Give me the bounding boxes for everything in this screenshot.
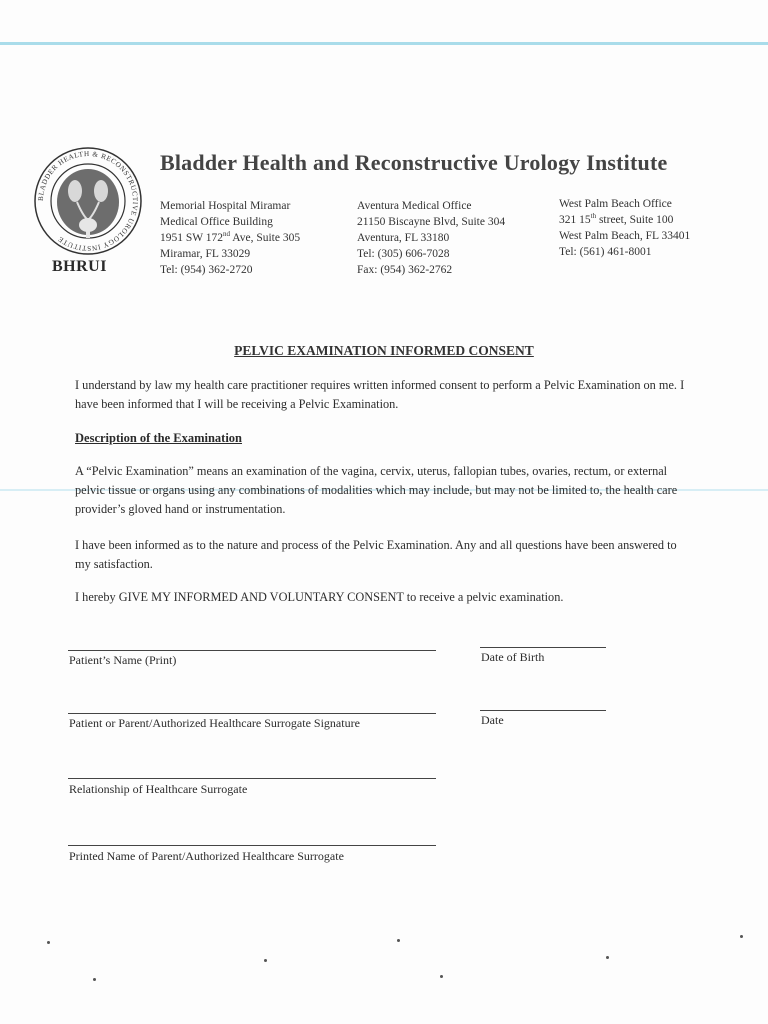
relationship-line[interactable] [68,778,436,779]
scan-speck [264,959,267,962]
office-line: 1951 SW 172nd Ave, Suite 305 [160,230,301,244]
date-line[interactable] [480,710,606,711]
office-line: Tel: (305) 606-7028 [357,248,450,260]
intro-paragraph: I understand by law my health care practitioner requires written informed consent to perform a Pelvic Examination on me. I have been informed that I will be receiving a Pelvic Examination. [75,378,685,411]
printed-name-line[interactable] [68,845,436,846]
office-line: Tel: (954) 362-2720 [160,264,253,276]
office-line: Miramar, FL 33029 [160,248,251,260]
office-line: 321 15th street, Suite 100 [559,212,674,226]
scan-speck [47,941,50,944]
consent-statement: I hereby GIVE MY INFORMED AND VOLUNTARY CONSENT to receive a pelvic examination. [75,590,564,604]
date-of-birth-label: Date of Birth [481,650,545,664]
office-line: Memorial Hospital Miramar [160,200,291,212]
date-label: Date [481,713,504,727]
patient-name-label: Patient’s Name (Print) [69,653,177,667]
office-line: West Palm Beach Office [559,198,672,210]
office-line: Aventura Medical Office [357,200,472,212]
printed-name-label: Printed Name of Parent/Authorized Healthcare Surrogate [69,849,344,863]
signature-line[interactable] [68,713,436,714]
office-line: Medical Office Building [160,216,273,228]
relationship-label: Relationship of Healthcare Surrogate [69,782,248,796]
scan-speck [93,978,96,981]
office-address-aventura [357,198,505,278]
institute-logo-seal [33,146,143,256]
office-address-miramar [160,198,300,278]
office-line: West Palm Beach, FL 33401 [559,230,691,242]
organization-name: Bladder Health and Reconstructive Urology Institute [160,150,668,175]
section-heading: Description of the Examination [75,431,243,445]
document-title: PELVIC EXAMINATION INFORMED CONSENT [234,343,534,358]
logo-ring-text: BLADDER HEALTH & RECONSTRUCTIVE UROLOGY INSTITUTE [36,149,140,253]
date-of-birth-line[interactable] [480,647,606,648]
logo-abbreviation: BHRUI [52,258,107,275]
scan-speck [397,939,400,942]
scan-speck [606,956,609,959]
description-paragraph: A “Pelvic Examination” means an examination of the vagina, cervix, uterus, fallopian tubes, ovaries, rectum, or external pelvic tissue or organs using any combinations of modalities which may include, but may not be limited to, the health care provider’s gloved hand or instrumentation. [75,464,678,516]
office-line: 21150 Biscayne Blvd, Suite 304 [357,216,506,228]
office-line: Fax: (954) 362-2762 [357,264,453,276]
signature-label: Patient or Parent/Authorized Healthcare Surrogate Signature [69,716,360,730]
scan-speck [440,975,443,978]
office-line: Aventura, FL 33180 [357,232,450,244]
informed-paragraph: I have been informed as to the nature and process of the Pelvic Examination. Any and all questions have been answered to my satisfaction. [75,538,677,571]
office-address-west-palm-beach [559,196,690,260]
scan-speck [740,935,743,938]
patient-name-line[interactable] [68,650,436,651]
office-line: Tel: (561) 461-8001 [559,246,652,258]
scan-artifact-line [0,42,768,45]
